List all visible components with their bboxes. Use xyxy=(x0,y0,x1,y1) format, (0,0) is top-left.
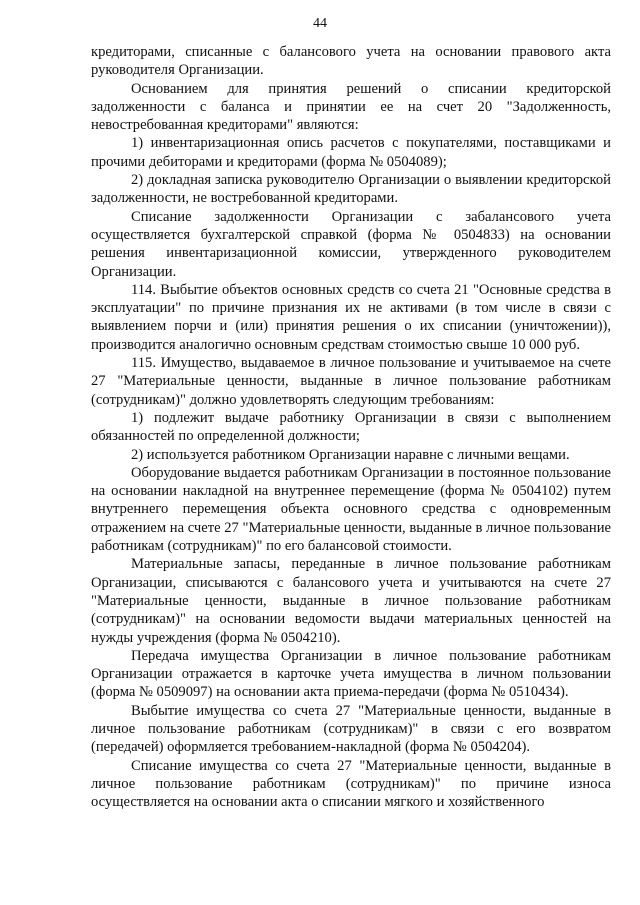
paragraph-continuation: кредиторами, списанные с балансового учета на основании правового акта руководителя Организации. xyxy=(91,44,611,79)
page-body xyxy=(91,43,611,811)
paragraph-offbalance-writeoff: Списание задолженности Организации с забалансового учета осуществляется бухгалтерской справкой (форма № 0504833) на основании решения инвентаризационной комиссии, утвержденного руководителем Организации. xyxy=(91,208,611,280)
paragraph-wear-writeoff: Списание имущества со счета 27 "Материальные ценности, выданные в личное пользование работникам (сотрудникам)" по причине износа осуществляется на основании акта о списании мягкого и хозяйственного xyxy=(91,757,611,811)
paragraph-equipment-issue: Оборудование выдается работникам Организации в постоянное пользование на основании накладной на внутреннее перемещение (форма № 0504102) путем внутреннего перемещения объекта основного средства с одновременным отражением на счете 27 "Материальные ценности, выданные в личное пользование работникам (сотрудникам)" по его балансовой стоимости. xyxy=(91,464,611,555)
paragraph-clause-115: 115. Имущество, выдаваемое в личное пользование и учитываемое на счете 27 "Материальные ценности, выданные в личное пользование работникам (сотрудникам)" должно удовлетворять следующим требованиям: xyxy=(91,355,611,408)
list-item-duty-issue: 1) подлежит выдаче работнику Организации в связи с выполнением обязанностей по определенной должности; xyxy=(91,409,611,445)
paragraph-grounds-for-writeoff: Основанием для принятия решений о списании кредиторской задолженности с баланса и принятии ее на счет 20 "Задолженность, невостребованная кредиторами" являются: xyxy=(91,80,611,134)
paragraph-transfer-record: Передача имущества Организации в личное пользование работникам Организации отражается в карточке учета имущества в личном пользовании (форма № 0509097) на основании акта приема-передачи (форма № 0510434). xyxy=(91,647,611,701)
paragraph-return-disposal: Выбытие имущества со счета 27 "Материальные ценности, выданные в личное пользование работникам (сотрудникам)" в связи с его возвратом (передачей) оформляется требованием-накладной (форма № 0504204). xyxy=(91,702,611,756)
list-item-inventory-record: 1) инвентаризационная опись расчетов с покупателями, поставщиками и прочими дебиторами и кредиторами (форма № 0504089); xyxy=(91,135,611,170)
page-number: 44 xyxy=(313,16,327,31)
paragraph-material-stocks: Материальные запасы, переданные в личное пользование работникам Организации, списываются с балансового учета и учитываются на счете 27 "Материальные ценности, выданные в личное пользование работникам (сотрудникам)" на основании ведомости выдачи материальных ценностей на нужды учреждения (форма № 0504210). xyxy=(91,556,611,646)
list-item-memo: 2) докладная записка руководителю Организации о выявлении кредиторской задолженности, не востребованной кредиторами. xyxy=(91,172,611,207)
list-item-personal-use: 2) используется работником Организации наравне с личными вещами. xyxy=(131,446,570,463)
paragraph-clause-114: 114. Выбытие объектов основных средств со счета 21 "Основные средства в эксплуатации" по причине признания их не активами (в том числе в связи с выявлением порчи и (или) принятия решения о их списании (уничтожении)), производится аналогично основным средствам стоимостью свыше 10 000 руб. xyxy=(91,281,611,353)
